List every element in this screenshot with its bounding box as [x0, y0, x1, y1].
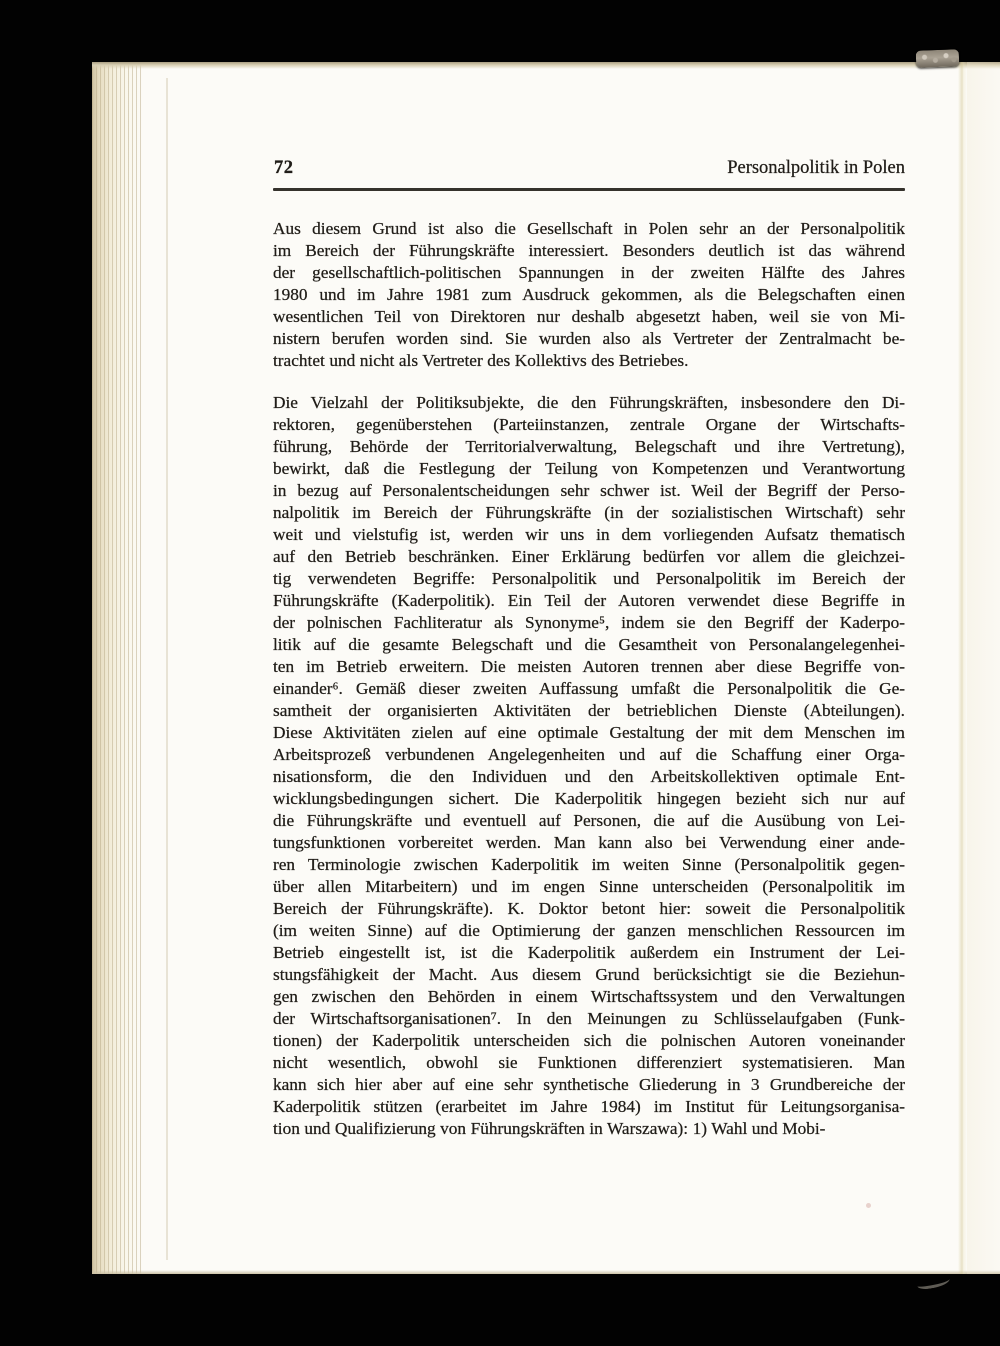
- text-line: Die Vielzahl der Politiksubjekte, die den Führungskräften, insbesondere den Di-: [273, 393, 905, 412]
- text-line: tungsfunktionen vorbereitet werden. Man kann also bei Verwendung einer ande-: [273, 833, 905, 852]
- text-line: kann sich hier aber auf eine sehr synthetische Gliederung in 3 Grundbereiche der: [273, 1075, 905, 1094]
- text-line: 1980 und im Jahre 1981 zum Ausdruck gekommen, als die Belegschaften einen: [273, 285, 905, 304]
- text-line: Betrieb eingestellt ist, ist die Kaderpolitik außerdem ein Instrument der Lei-: [273, 943, 905, 962]
- paragraph: [273, 218, 905, 372]
- text-line: nisationsform, die den Individuen und den Arbeitskollektiven optimale Ent-: [273, 767, 905, 786]
- text-line: Kaderpolitik stützen (erarbeitet im Jahre 1984) im Institut für Leitungsorganisa-: [273, 1097, 905, 1116]
- text-line: tionen) der Kaderpolitik unterscheiden sich die polnischen Autoren voneinander: [273, 1031, 905, 1050]
- body-text: [273, 218, 905, 1140]
- text-line: tion und Qualifizierung von Führungskräften in Warszawa): 1) Wahl und Mobi-: [273, 1119, 826, 1138]
- text-line: samtheit der organisierten Aktivitäten der betrieblichen Dienste (Abteilungen).: [273, 701, 905, 720]
- text-line: rektoren, gegenüberstehen (Parteiinstanzen, zentrale Organe der Wirtschafts-: [273, 415, 905, 434]
- text-line: in bezug auf Personalentscheidungen sehr schwer ist. Weil der Begriff der Perso-: [273, 481, 905, 500]
- margin-scan-line: [166, 78, 168, 1260]
- text-line: ren Terminologie zwischen Kaderpolitik im weiten Sinne (Personalpolitik gegen-: [273, 855, 905, 874]
- text-line: Führungskräfte (Kaderpolitik). Ein Teil der Autoren verwendet diese Begriffe in: [273, 591, 905, 610]
- text-line: nistern berufen worden sind. Sie wurden also als Vertreter der Zentralmacht be-: [273, 329, 905, 348]
- page-header: [273, 157, 905, 179]
- text-line: der polnischen Fachliteratur als Synonyme⁵, indem sie den Begriff der Kaderpo-: [273, 613, 905, 632]
- text-line: Bereich der Führungskräfte). K. Doktor betont hier: soweit die Personalpolitik: [273, 899, 905, 918]
- text-line: nicht wesentlich, obwohl sie Funktionen differenziert systematisieren. Man: [273, 1053, 905, 1072]
- page-number: 72: [274, 158, 294, 178]
- text-line: die Führungskräfte und eventuell auf Personen, die auf die Ausübung von Lei-: [273, 811, 905, 830]
- text-line: der Wirtschaftsorganisationen⁷. In den Meinungen zu Schlüsselaufgaben (Funk-: [273, 1009, 905, 1028]
- header-rule: [273, 188, 905, 191]
- page-top-edge: [92, 62, 1000, 69]
- text-line: Diese Aktivitäten zielen auf eine optimale Gestaltung der mit dem Menschen im: [273, 723, 905, 742]
- page-binding-edge: [92, 62, 144, 1274]
- page-crease-line: [958, 62, 967, 1274]
- book-page: [92, 62, 1000, 1274]
- scan-artifact-tab: [916, 49, 960, 67]
- text-line: wicklungsbedingungen sichert. Die Kaderpolitik hingegen bezieht sich nur auf: [273, 789, 905, 808]
- text-line: im Bereich der Führungskräfte interessiert. Besonders deutlich ist das während: [273, 241, 905, 260]
- text-line: (im weiten Sinne) auf die Optimierung der ganzen menschlichen Ressourcen im: [273, 921, 905, 940]
- page-right-shading: [967, 62, 1000, 1274]
- paragraph: [273, 392, 905, 1140]
- text-line: bewirkt, daß die Festlegung der Teilung von Kompetenzen und Verantwortung: [273, 459, 905, 478]
- running-header: Personalpolitik in Polen: [727, 158, 905, 178]
- text-line: stungsfähigkeit der Macht. Aus diesem Grund berücksichtigt sie die Beziehun-: [273, 965, 905, 984]
- text-line: auf den Betrieb beschränken. Einer Erklärung bedürfen vor allem die gleichzei-: [273, 547, 905, 566]
- text-line: litik auf die gesamte Belegschaft und die Gesamtheit von Personalangelegenhei-: [273, 635, 905, 654]
- text-line: weit und vielstufig ist, werden wir uns in dem vorliegenden Aufsatz thematisch: [273, 525, 905, 544]
- text-line: Aus diesem Grund ist also die Gesellschaft in Polen sehr an der Personalpolitik: [273, 219, 905, 238]
- text-line: trachtet und nicht als Vertreter des Kollektivs des Betriebes.: [273, 351, 689, 370]
- text-line: nalpolitik im Bereich der Führungskräfte (in der sozialistischen Wirtschaft) sehr: [273, 503, 905, 522]
- text-line: einander⁶. Gemäß dieser zweiten Auffassung umfaßt die Personalpolitik die Ge-: [273, 679, 905, 698]
- scan-artifact-dot: [866, 1203, 871, 1208]
- text-line: ten im Betrieb erweitern. Die meisten Autoren trennen aber diese Begriffe von-: [273, 657, 905, 676]
- text-line: führung, Behörde der Territorialverwaltung, Belegschaft und ihre Vertretung),: [273, 437, 905, 456]
- scan-artifact-smudge: [916, 1274, 950, 1290]
- text-line: der gesellschaftlich-politischen Spannungen in der zweiten Hälfte des Jahres: [273, 263, 905, 282]
- text-line: gen zwischen den Behörden in einem Wirtschaftssystem und den Verwaltungen: [273, 987, 905, 1006]
- text-line: über allen Mitarbeitern) und im engen Sinne unterscheiden (Personalpolitik im: [273, 877, 905, 896]
- page-bottom-edge: [92, 1270, 1000, 1274]
- text-line: tig verwendeten Begriffe: Personalpolitik und Personalpolitik im Bereich der: [273, 569, 905, 588]
- text-line: wesentlichen Teil von Direktoren nur deshalb abgesetzt haben, weil sie von Mi-: [273, 307, 905, 326]
- text-line: Arbeitsprozeß verbundenen Angelegenheiten und auf die Schaffung einer Orga-: [273, 745, 905, 764]
